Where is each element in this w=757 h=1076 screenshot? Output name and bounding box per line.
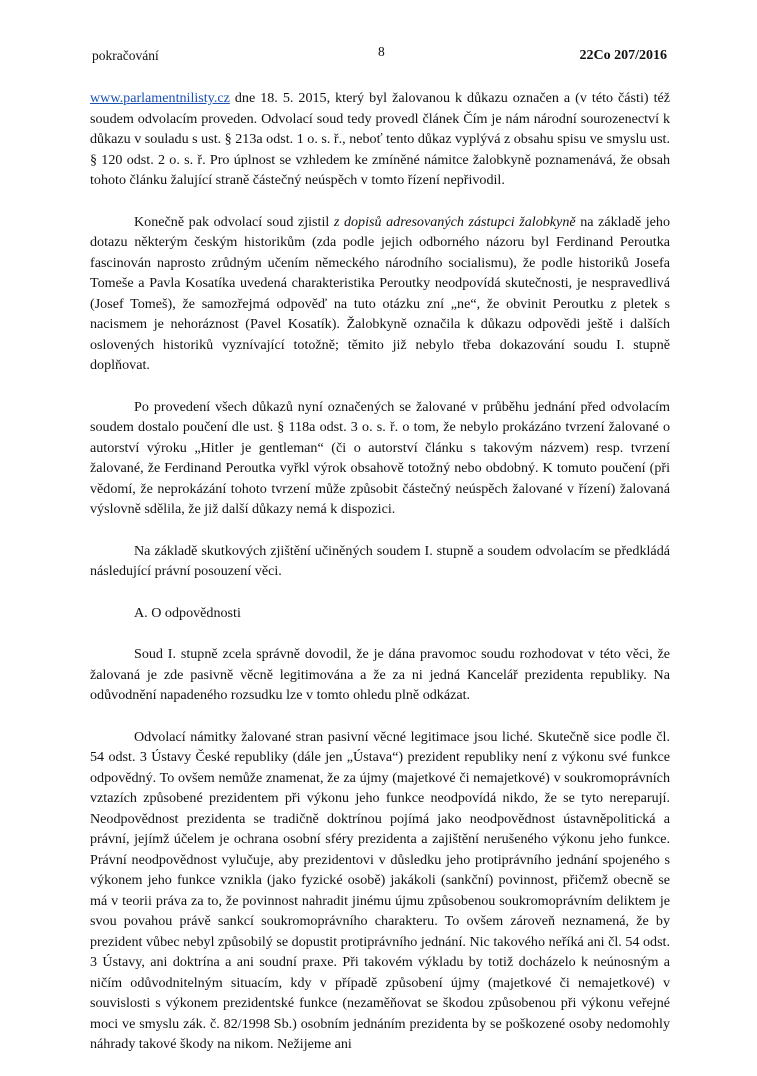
paragraph-6: Odvolací námitky žalované stran pasivní věcné legitimace jsou liché. Skutečně sice podle čl. 54 odst. 3 Ústavy České republiky (dále jen „Ústava“) prezident republiky není z výkonu své funkce odpovědný. To ovšem nemůže znamenat, že za újmy (majetkové či nemajetkové) v soukromoprávních vztazích způsobené prezidentem při výkonu jeho funkce neodpovídá nikdo, že se tyto nereparují. Neodpovědnost prezidenta se tradičně doktrínou pojímá jako neodpovědnost ústavněpolitická a právní, jejímž účelem je ochrana osobní sféry prezidenta a zajištění nerušeného výkonu jeho funkce. Právní neodpovědnost vylučuje, aby prezidentovi v důsledku jeho protiprávního jednání spojeného s výkonem jeho funkce vznikla (jako fyzické osobě) jakákoli (sankční) povinnost, přičemž obecně se má v teorii práva za to, že povinnost nahradit jinému újmu způsobenou soukromoprávním deliktem je svou povahou právě sankcí soukromoprávního charakteru. To ovšem zároveň neznamená, že by prezident vůbec nebyl způsobilý se dopustit protiprávního jednání. Nic takového neříká ani čl. 54 odst. 3 Ústavy, ani doktrína a ani soudní praxe. Při takovém výkladu by totiž docházelo k neúnosným a ničím odůvodnitelným situacím, kdy v případě způsobení újmy (majetkové či nemajetkové) v souvislosti s výkonem prezidentské funkce (nezaměňovat se škodou způsobenou při výkonu veřejné moci ve smyslu zák. č. 82/1998 Sb.) osobním jednáním prezidenta by se poškozené osoby nedomohly náhrady takové škody na nikom. Nežijeme ani <box>90 728 670 1052</box>
document-body <box>90 88 670 1076</box>
paragraph-1 <box>90 88 670 191</box>
header-continuation-label: pokračování <box>92 48 159 63</box>
source-link[interactable]: www.parlamentnilisty.cz <box>90 90 230 106</box>
paragraph-4: Na základě skutkových zjištění učiněných soudem I. stupně a soudem odvolacím se předkládá následující právní posouzení věci. <box>90 542 670 579</box>
section-heading: A. O odpovědnosti <box>134 604 241 621</box>
paragraph-3: Po provedení všech důkazů nyní označených se žalované v průběhu jednání před odvolacím soudem dostalo poučení dle ust. § 118a odst. 3 o. s. ř. o tom, že nebylo prokázáno tvrzení žalované o autorství výroku „Hitler je gentleman“ (či o autorství článku s takovým názvem) resp. tvrzení žalované, že Ferdinand Peroutka vyřkl výrok obsahově totožný nebo obdobný. K tomuto poučení (při vědomí, že neprokázání tohoto tvrzení může způsobit částečný neúspěch žalované v řízení) žalovaná výslovně sdělila, že již další důkazy nemá k dispozici. <box>90 398 670 517</box>
paragraph-2-after: na základě jeho dotazu některým českým historikům (zda podle jejich odborného názoru byl Ferdinand Peroutka fascinován naprosto zrůdným učením německého národního socialismu), že podle historiků Josefa Tomeše a Pavla Kosatíka uvedená charakteristika Peroutky neodpovídá skutečnosti, je nespravedlivá (Josef Tomeš), že samozřejmá odpověď na tuto otázku zní „ne“, že obvinit Peroutku z pletek s nacismem je nehoráznost (Pavel Kosatík). Žalobkyně označila k důkazu odpovědi ještě i dalších oslovených historiků vyznívající totožně; těmito již nebylo třeba dokazování soudu I. stupně doplňovat. <box>90 213 671 373</box>
paragraph-2 <box>90 212 670 376</box>
paragraph-5: Soud I. stupně zcela správně dovodil, že je dána pravomoc soudu rozhodovat v této věci, že žalovaná je zde pasivně věcně legitimována a že za ni jedná Kancelář prezidenta republiky. Na odůvodnění napadeného rozsudku lze v tomto ohledu plně odkázat. <box>90 646 670 703</box>
page-header <box>92 44 667 64</box>
paragraph-2-before: Konečně pak odvolací soud zjistil <box>134 213 334 230</box>
paragraph-2-italic: z dopisů adresovaných zástupci žalobkyně <box>333 213 576 230</box>
case-number: 22Co 207/2016 <box>579 48 667 63</box>
page-number: 8 <box>378 44 385 59</box>
paragraph-1-text: dne 18. 5. 2015, který byl žalovanou k důkazu označen a (v této části) též soudem odvolacím proveden. Odvolací soud tedy provedl článek Čím je nám národní sourozenectví k důkazu v souladu s ust. § 213a odst. 1 o. s. ř., neboť tento důkaz vyplývá z obsahu spisu ve smyslu ust. § 120 odst. 2 o. s. ř. Pro úplnost se vzhledem ke zmíněné námitce žalobkyně poznamenává, že obsah tohoto článku žalující straně částečný neúspěch v tomto řízení nepřivodil. <box>90 90 670 188</box>
